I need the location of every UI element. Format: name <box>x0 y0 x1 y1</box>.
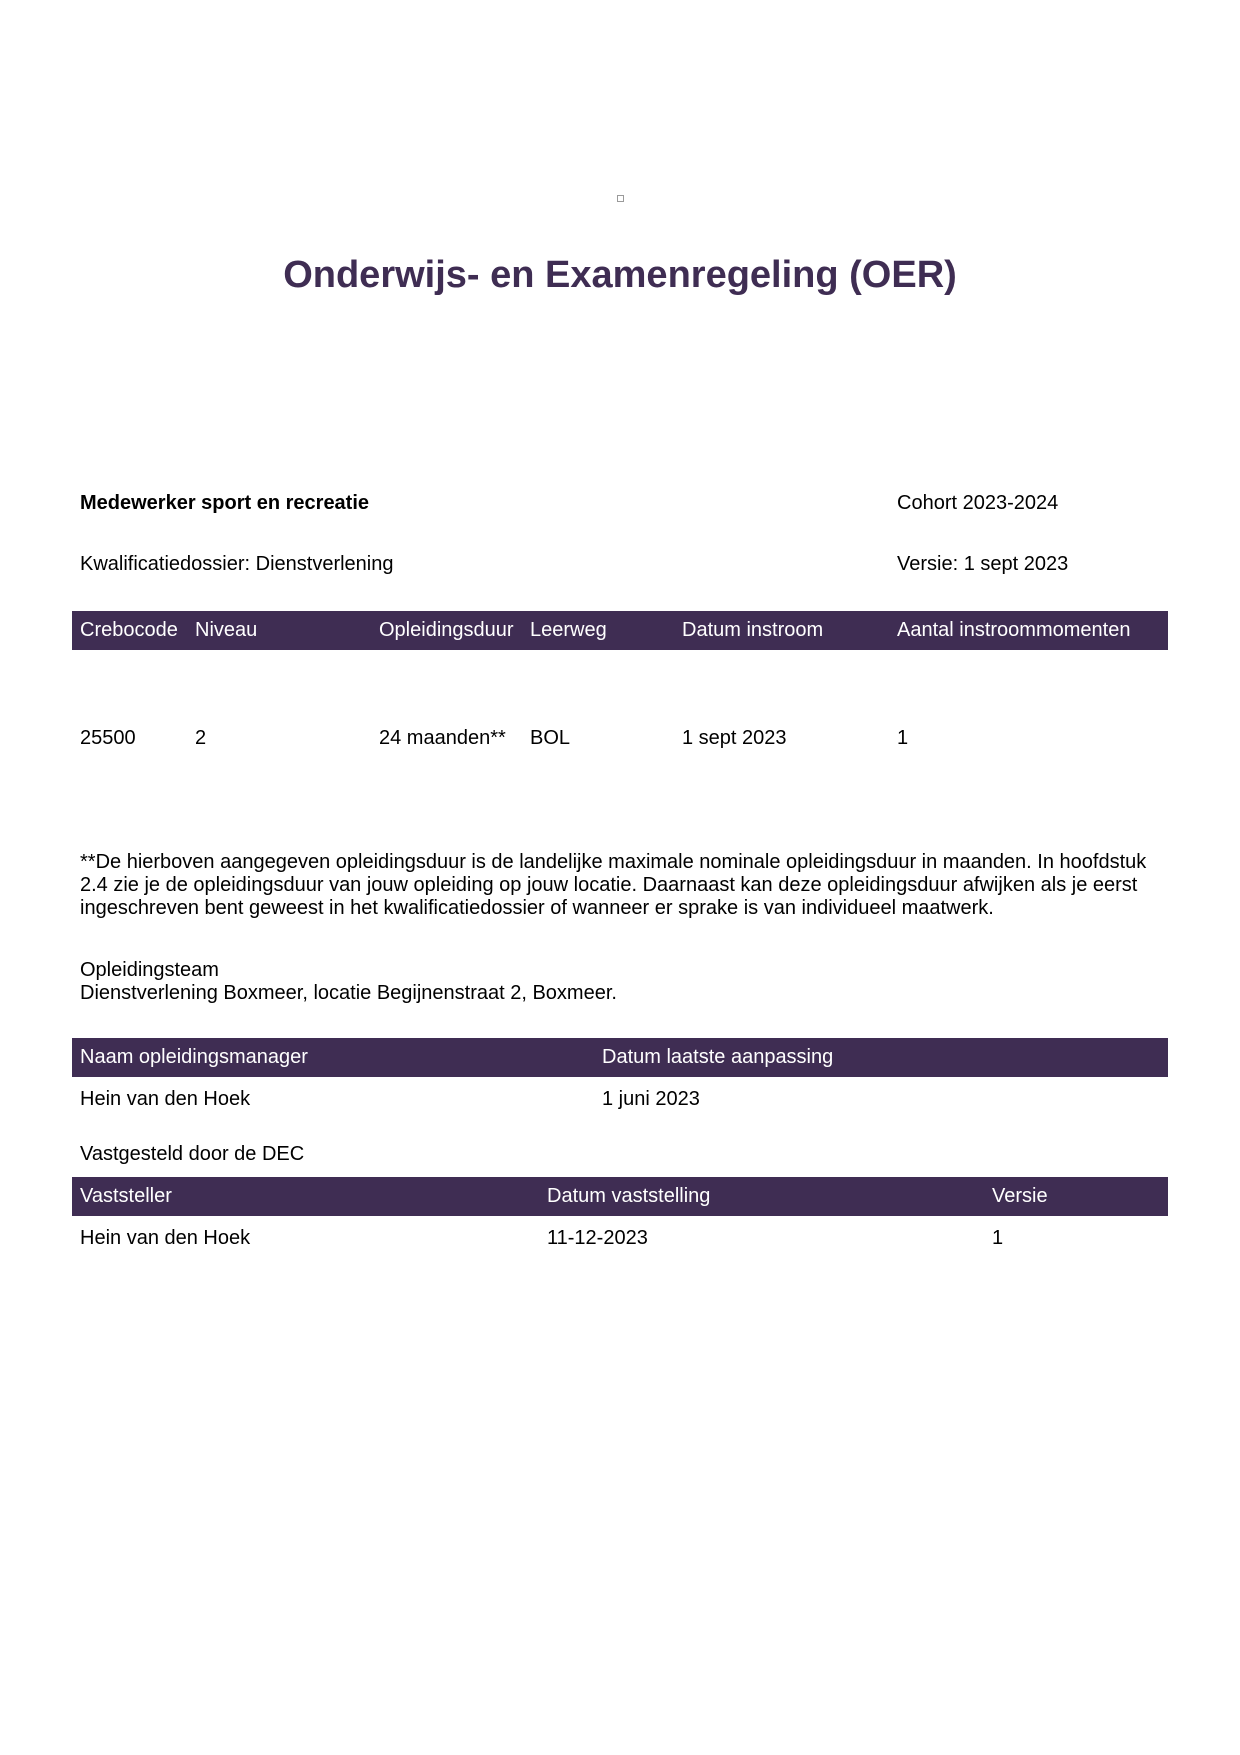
footnote: **De hierboven aangegeven opleidingsduur is de landelijke maximale nominale opleidingsduur in maanden. In hoofdstuk 2.4 zie je de opleidingsduur van jouw opleiding op jouw locatie. Daarnaast kan deze opleidingsduur afwijken als je eerst ingeschreven bent geweest in het kwalificatiedossier of wanneer er sprake is van individueel maatwerk. <box>80 851 1147 919</box>
cell-aantal-instroommomenten: 1 <box>897 727 909 749</box>
header-datum-vaststelling: Datum vaststelling <box>547 1185 711 1207</box>
cell-crebocode: 25500 <box>80 727 136 749</box>
header-leerweg: Leerweg <box>530 619 607 641</box>
cell-last-modified: 1 juni 2023 <box>602 1088 700 1110</box>
header-crebocode: Crebocode <box>80 619 178 641</box>
image-placeholder <box>617 195 624 202</box>
team-label: Opleidingsteam <box>80 959 219 981</box>
manager-table-header <box>72 1038 1168 1077</box>
approval-label: Vastgesteld door de DEC <box>80 1143 305 1165</box>
team-location: Dienstverlening Boxmeer, locatie Begijnenstraat 2, Boxmeer. <box>80 982 617 1004</box>
header-opleidingsduur: Opleidingsduur <box>379 619 514 641</box>
course-name: Medewerker sport en recreatie <box>80 492 370 514</box>
cell-vaststeller: Hein van den Hoek <box>80 1227 251 1249</box>
version-label: Versie: 1 sept 2023 <box>897 553 1069 575</box>
qualification-label: Kwalificatiedossier: Dienstverlening <box>80 553 394 575</box>
header-datum-instroom: Datum instroom <box>682 619 824 641</box>
cell-manager-name: Hein van den Hoek <box>80 1088 251 1110</box>
cell-versie: 1 <box>992 1227 1004 1249</box>
header-naam-opleidingsmanager: Naam opleidingsmanager <box>80 1046 308 1068</box>
approval-table-header <box>72 1177 1168 1216</box>
header-versie: Versie <box>992 1185 1048 1207</box>
course-table-header <box>72 611 1168 650</box>
cohort-label: Cohort 2023-2024 <box>897 492 1059 514</box>
header-niveau: Niveau <box>195 619 258 641</box>
team-block <box>80 959 617 1005</box>
cell-datum-vaststelling: 11-12-2023 <box>547 1227 648 1249</box>
header-datum-laatste-aanpassing: Datum laatste aanpassing <box>602 1046 834 1068</box>
cell-leerweg: BOL <box>530 727 571 749</box>
header-vaststeller: Vaststeller <box>80 1185 172 1207</box>
cell-niveau: 2 <box>195 727 207 749</box>
header-aantal-instroommomenten: Aantal instroommomenten <box>897 619 1131 641</box>
cell-opleidingsduur: 24 maanden** <box>379 727 506 749</box>
document-title: Onderwijs- en Examenregeling (OER) <box>283 254 957 296</box>
cell-datum-instroom: 1 sept 2023 <box>682 727 787 749</box>
